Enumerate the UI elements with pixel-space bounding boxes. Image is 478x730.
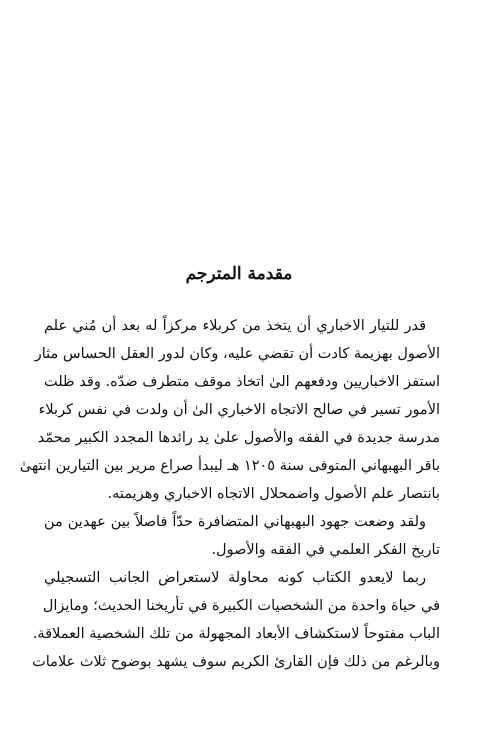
text-line: ربما لايعدو الكتاب كونه محاولة لاستعراض الجانب التسجيلي [44,570,426,586]
text-line: في حياة واحدة من الشخصيات الكبيرة في تأريخنا الحديث؛ ومايزال [42,598,440,614]
text-line: مدرسة جديدة في الفقه والأصول علىٰ يد رائدها المجدد الكبير محمّد [37,430,440,446]
section-heading: مقدمة المترجم [185,264,293,284]
text-line: الباب مفتوحاً لاستكشاف الأبعاد المجهولة من تلك الشخصية العملاقة. [32,626,440,642]
text-line: وبالرغم من ذلك فإن القارئ الكريم سوف يشهد بوضوح ثلاث علامات [32,654,440,670]
text-line: الأمور تسير في صالح الاتجاه الاخباري الىٰ أن ولدت في نفس كربلاء [38,402,440,418]
text-line: بانتصار علم الأصول واضمحلال الاتجاه الاخباري وهزيمته. [107,486,440,502]
text-line: تاريخ الفكر العلمي في الفقه والأصول. [211,542,440,558]
text-line: باقر البهبهاني المتوفى سنة ١٢٠٥ هـ ليبدأ صراع مرير بين التيارين انتهىٰ [19,458,440,474]
text-line: قدر للتيار الاخباري أن يتخذ من كربلاء مركزاً له بعد أن مُني علم [44,318,426,334]
text-line: استفز الاخباريين ودفعهم الىٰ اتخاذ موقف متطرف ضدّه. وقد ظلت [44,374,440,390]
text-line: الأصول بهزيمة كادت أن تقضي عليه، وكان لدور العقل الحساس مثار [34,346,440,362]
text-line: ولقد وضعت جهود البهبهاني المتضافرة حدّاً فاصلاً بين عهدين من [44,514,426,530]
body-text [19,312,440,676]
